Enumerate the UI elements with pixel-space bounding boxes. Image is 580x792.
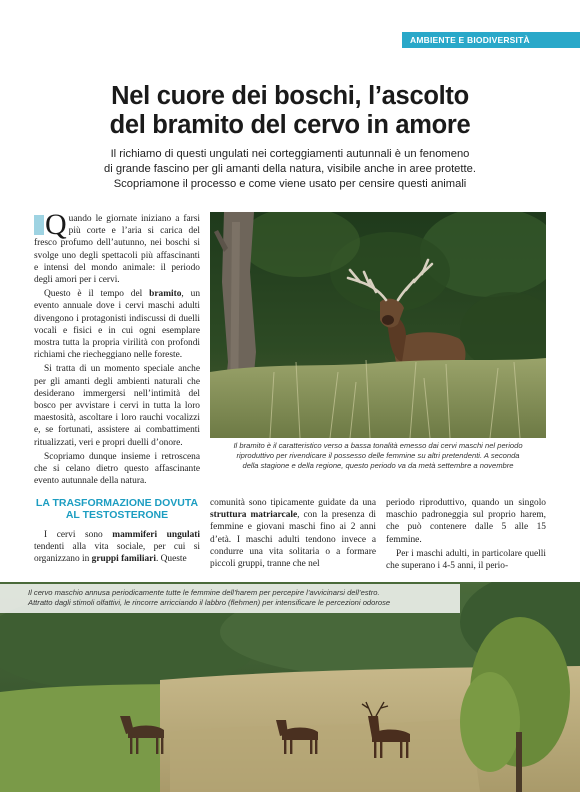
caption-top-line-2: riproduttivo per rivendicare il possesso delle femmine su altri pretendenti. A seconda <box>236 451 520 460</box>
subhead: LA TRASFORMAZIONE DOVUTA AL TESTOSTERONE <box>35 497 199 521</box>
section-tag: AMBIENTE E BIODIVERSITÀ <box>402 32 580 48</box>
paragraph-col2 <box>210 497 376 570</box>
caption-bottom <box>0 584 460 613</box>
text-run: comunità sono tipicamente guidate da una <box>210 498 376 508</box>
column-3 <box>386 497 546 572</box>
paragraph-3: Si tratta di un momento speciale anche per gli amanti degli ambienti naturali che desiderano immergersi nell’intimità del bosco per avvistare i cervi in tutta la loro maestosità, ascoltare i loro rauchi vocalizzi e, se fortunati, assistere ai combattimenti ritualizzati, veri e propri duelli d’onore. <box>34 364 200 448</box>
caption-top-line-3: della stagione e della regione, questo periodo va da metà settembre a novembre <box>242 461 514 470</box>
bold-term-gruppi: gruppi familiari <box>91 554 156 565</box>
column-1-continued <box>34 529 200 566</box>
stag-photo <box>210 212 546 438</box>
column-2 <box>210 497 376 570</box>
paragraph-2 <box>34 288 200 361</box>
dropcap: Q <box>45 208 67 241</box>
text-run: Questo è il tempo del <box>44 289 150 300</box>
caption-bottom-line-1: Il cervo maschio annusa periodicamente tutte le femmine dell’harem per percepire l’avvicinarsi dell’estro. <box>28 588 380 597</box>
text-run: , un evento annuale dove i cervi maschi adulti divengono i protagonisti indiscussi di duelli vocali e fisici e in cui ogni esemplare mostra tutta la propria virilità con profondi richiami che riecheggiano nelle foreste. <box>34 289 200 361</box>
paragraph-1 <box>34 208 200 286</box>
bold-term-bramito: bramito <box>149 289 182 300</box>
standfirst <box>40 147 540 192</box>
bold-term-mammiferi: mammiferi ungulati <box>112 530 200 540</box>
deer-meadow-illustration <box>0 582 580 792</box>
paragraph-5 <box>34 529 200 566</box>
bold-term-struttura: struttura matriarcale <box>210 510 298 521</box>
text-run: I cervi sono <box>44 530 113 540</box>
deer-meadow-photo <box>0 582 580 792</box>
standfirst-line-1: Il richiamo di questi ungulati nei corteggiamenti autunnali è un fenomeno <box>110 148 470 160</box>
dropcap-decoration <box>34 215 44 235</box>
text-run: tendenti alla vita sociale, per cui si organizzano in <box>34 542 200 565</box>
text-run: . Queste <box>155 554 187 565</box>
headline <box>30 82 550 140</box>
paragraph-col3-1: periodo riproduttivo, quando un singolo maschio padroneggia sul proprio harem, che può contenere dalle 5 alle 15 femmine. <box>386 498 546 545</box>
standfirst-line-2: di grande fascino per gli amanti della natura, visibile anche in aree protette. <box>104 163 476 175</box>
paragraph-1-text: uando le giornate iniziano a farsi più corte e l’aria si carica del fresco profumo dell’autunno, nei boschi si svolge uno degli spettacoli più affascinanti e intensi del mondo animale: il periodo degli amori per i cervi. <box>34 214 200 286</box>
caption-top <box>210 441 546 471</box>
paragraph-col3-2: Per i maschi adulti, in particolare quelli che superano i 4-5 anni, il perio- <box>386 548 546 572</box>
text-run: , con la presenza di femmine e giovani maschi fino ai 2 anni d’età. I maschi adulti tendono invece a condurre una vita solitaria o a formare piccoli gruppi, tranne che nel <box>210 510 376 570</box>
caption-bottom-line-2: Attratto dagli stimoli olfattivi, le rincorre arricciando il labbro (flehmen) per intensificare le percezioni odorose <box>28 598 391 607</box>
standfirst-line-3: Scopriamone il processo e come viene usato per censire questi animali <box>113 178 467 190</box>
headline-line-1: Nel cuore dei boschi, l’ascolto <box>111 82 469 110</box>
paragraph-4: Scopriamo dunque insieme i retroscena che si celano dietro questo affascinante evento autunnale della natura. <box>34 451 200 487</box>
headline-line-2: del bramito del cervo in amore <box>109 111 471 139</box>
column-1 <box>34 208 200 487</box>
caption-top-line-1: Il bramito è il caratteristico verso a bassa tonalità emesso dai cervi maschi nel periodo <box>233 441 523 450</box>
stag-illustration <box>210 212 546 438</box>
